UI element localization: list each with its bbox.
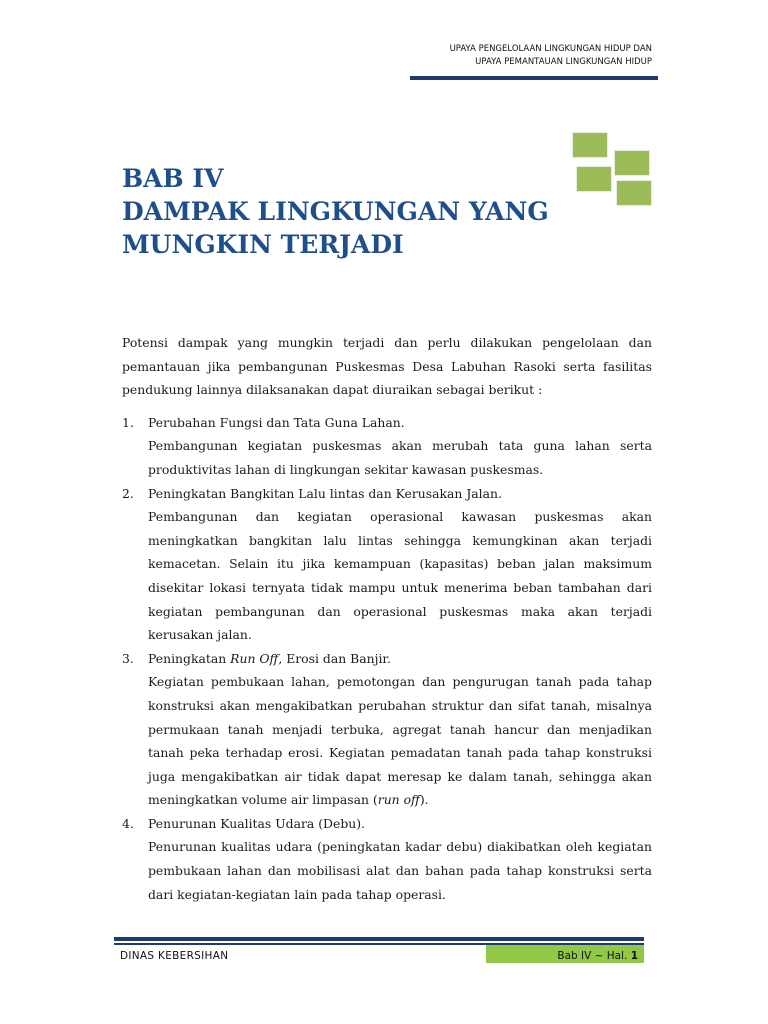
decorative-squares-icon — [572, 132, 656, 212]
header-rule — [410, 76, 658, 80]
footer-page-label — [557, 950, 638, 962]
chapter-title — [122, 162, 582, 261]
body-content — [122, 331, 652, 906]
list-item — [122, 411, 652, 482]
header-line-2: UPAYA PEMANTAUAN LINGKUNGAN HIDUP — [475, 57, 652, 67]
item-body: Pembangunan kegiatan puskesmas akan merubah tata guna lahan serta produktivitas lahan di lingkungan sekitar kawasan puskesmas. — [148, 438, 652, 477]
header-line-1: UPAYA PENGELOLAAN LINGKUNGAN HIDUP DAN — [449, 44, 652, 54]
chapter-title-line-1: DAMPAK LINGKUNGAN YANG — [122, 197, 549, 226]
heading-italic-text: Run Off — [230, 650, 279, 666]
item-heading — [148, 647, 652, 671]
item-body: Penurunan kualitas udara (peningkatan kadar debu) diakibatkan oleh kegiatan pembukaan lahan dan mobilisasi alat dan bahan pada tahap konstruksi serta dari kegiatan-kegiatan lain pada tahap operasi. — [148, 839, 652, 902]
chapter-number: BAB IV — [122, 164, 224, 193]
item-number: 1. — [122, 414, 134, 430]
chapter-title-line-2: MUNGKIN TERJADI — [122, 230, 404, 259]
list-item — [122, 482, 652, 647]
body-text: Kegiatan pembukaan lahan, pemotongan dan pengurugan tanah pada tahap konstruksi akan mengakibatkan perubahan struktur dan sifat tanah, misalnya permukaan tanah menjadi terbuka, agregat tanah hancur dan menjadikan tanah peka terhadap erosi. Kegiatan pemadatan tanah pada tahap konstruksi juga mengakibatkan air tidak dapat meresap ke dalam tanah, sehingga akan meningkatkan volume air limpasan ( — [148, 674, 652, 808]
running-header — [352, 43, 652, 69]
square-decoration — [616, 180, 652, 206]
item-body — [148, 670, 652, 812]
footer-chapter-label: Bab IV ~ Hal. — [557, 950, 631, 962]
list-item — [122, 812, 652, 906]
item-number: 2. — [122, 485, 134, 501]
list-item — [122, 647, 652, 812]
item-heading: Penurunan Kualitas Udara (Debu). — [148, 815, 365, 831]
heading-text-end: , Erosi dan Banjir. — [278, 650, 391, 666]
item-number: 3. — [122, 650, 134, 666]
item-heading: Perubahan Fungsi dan Tata Guna Lahan. — [148, 414, 405, 430]
body-italic-text: run off — [377, 792, 420, 808]
body-text-end: ). — [419, 792, 429, 808]
item-body: Pembangunan dan kegiatan operasional kawasan puskesmas akan meningkatkan bangkitan lalu lintas sehingga kemungkinan akan terjadi kemacetan. Selain itu jika kemampuan (kapasitas) beban jalan maksimum disekitar lokasi ternyata tidak mampu untuk menerima beban tambahan dari kegiatan pembangunan dan operasional puskesmas maka akan terjadi kerusakan jalan. — [148, 509, 652, 643]
square-decoration — [572, 132, 608, 158]
item-number: 4. — [122, 815, 134, 831]
intro-paragraph: Potensi dampak yang mungkin terjadi dan perlu dilakukan pengelolaan dan pemantauan jika pembangunan Puskesmas Desa Labuhan Rasoki serta fasilitas pendukung lainnya dilaksanakan dapat diuraikan sebagai berikut : — [122, 335, 652, 398]
footer-organization: DINAS KEBERSIHAN — [120, 950, 229, 962]
heading-text: Peningkatan — [148, 650, 231, 666]
footer-rule — [114, 937, 644, 941]
square-decoration — [614, 150, 650, 176]
page-number: 1 — [630, 950, 638, 962]
item-heading: Peningkatan Bangkitan Lalu lintas dan Kerusakan Jalan. — [148, 485, 502, 501]
